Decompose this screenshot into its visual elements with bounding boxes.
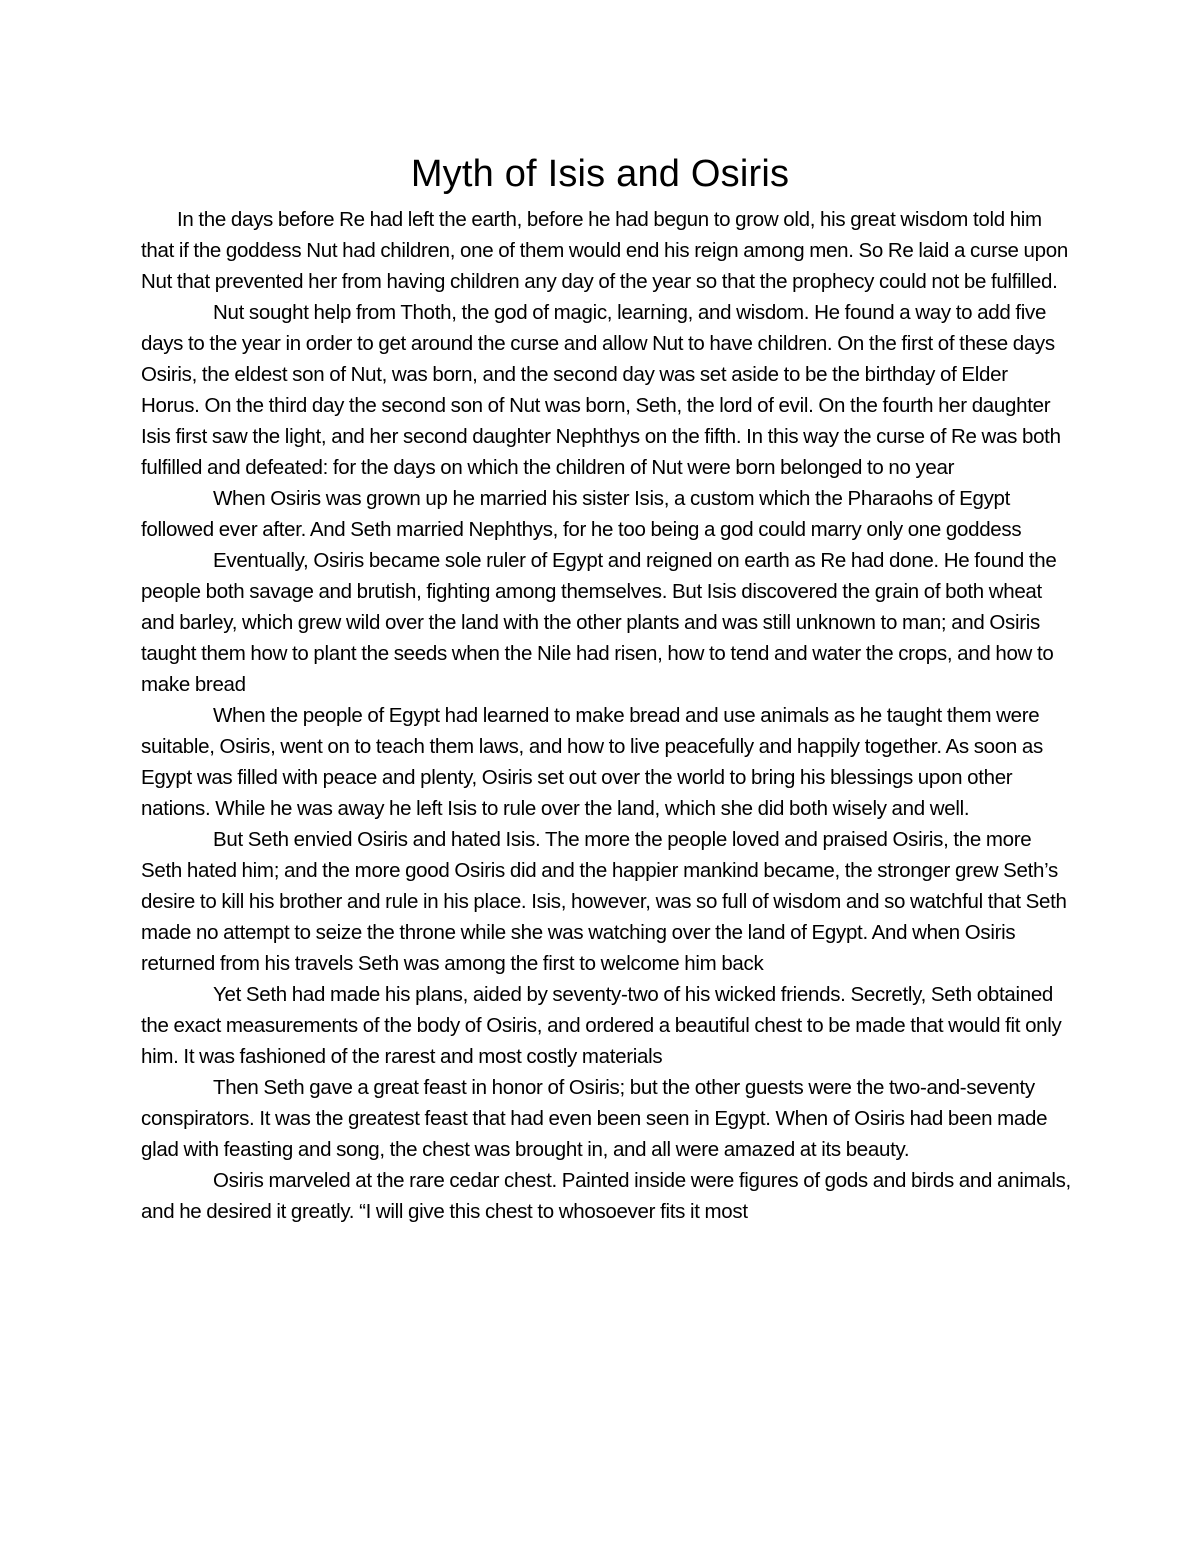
document-title: Myth of Isis and Osiris bbox=[410, 153, 790, 195]
paragraph-6: But Seth envied Osiris and hated Isis. The more the people loved and praised Osiris, the more Seth hated him; and the more good Osiris did and the happier mankind became, the stronger grew Seth’s desire to kill his brother and rule in his place. Isis, however, was so full of wisdom and so watchful that Seth made no attempt to seize the throne while she was watching over the land of Egypt. And when Osiris returned from his travels Seth was among the first to welcome him back bbox=[141, 828, 1067, 975]
paragraph-8: Then Seth gave a great feast in honor of Osiris; but the other guests were the two-and-seventy conspirators. It was the greatest feast that had even been seen in Egypt. When of Osiris had been made glad with feasting and song, the chest was brought in, and all were amazed at its beauty. bbox=[141, 1076, 1048, 1161]
paragraph-9: Osiris marveled at the rare cedar chest. Painted inside were figures of gods and birds and animals, and he desired it greatly. “I will give this chest to whosoever fits it most bbox=[141, 1169, 1071, 1223]
paragraph-2: Nut sought help from Thoth, the god of magic, learning, and wisdom. He found a way to add five days to the year in order to get around the curse and allow Nut to have children. On the first of these days Osiris, the eldest son of Nut, was born, and the second day was set aside to be the birthday of Elder Horus. On the third day the second son of Nut was born, Seth, the lord of evil. On the fourth her daughter Isis first saw the light, and her second daughter Nephthys on the fifth. In this way the curse of Re was both fulfilled and defeated: for the days on which the children of Nut were born belonged to no year bbox=[141, 301, 1061, 479]
document-body bbox=[141, 204, 1071, 1227]
paragraph-4: Eventually, Osiris became sole ruler of Egypt and reigned on earth as Re had done. He found the people both savage and brutish, fighting among themselves. But Isis discovered the grain of both wheat and barley, which grew wild over the land with the other plants and was still unknown to man; and Osiris taught them how to plant the seeds when the Nile had risen, how to tend and water the crops, and how to make bread bbox=[141, 549, 1057, 696]
paragraph-7: Yet Seth had made his plans, aided by seventy-two of his wicked friends. Secretly, Seth obtained the exact measurements of the body of Osiris, and ordered a beautiful chest to be made that would fit only him. It was fashioned of the rarest and most costly materials bbox=[141, 983, 1062, 1068]
paragraph-3: When Osiris was grown up he married his sister Isis, a custom which the Pharaohs of Egypt followed ever after. And Seth married Nephthys, for he too being a god could marry only one goddess bbox=[141, 487, 1022, 541]
paragraph-5: When the people of Egypt had learned to make bread and use animals as he taught them were suitable, Osiris, went on to teach them laws, and how to live peacefully and happily together. As soon as Egypt was filled with peace and plenty, Osiris set out over the world to bring his blessings upon other nations. While he was away he left Isis to rule over the land, which she did both wisely and well. bbox=[141, 704, 1043, 820]
paragraph-1: In the days before Re had left the earth, before he had begun to grow old, his great wisdom told him that if the goddess Nut had children, one of them would end his reign among men. So Re laid a curse upon Nut that prevented her from having children any day of the year so that the prophecy could not be fulfilled. bbox=[141, 208, 1068, 293]
